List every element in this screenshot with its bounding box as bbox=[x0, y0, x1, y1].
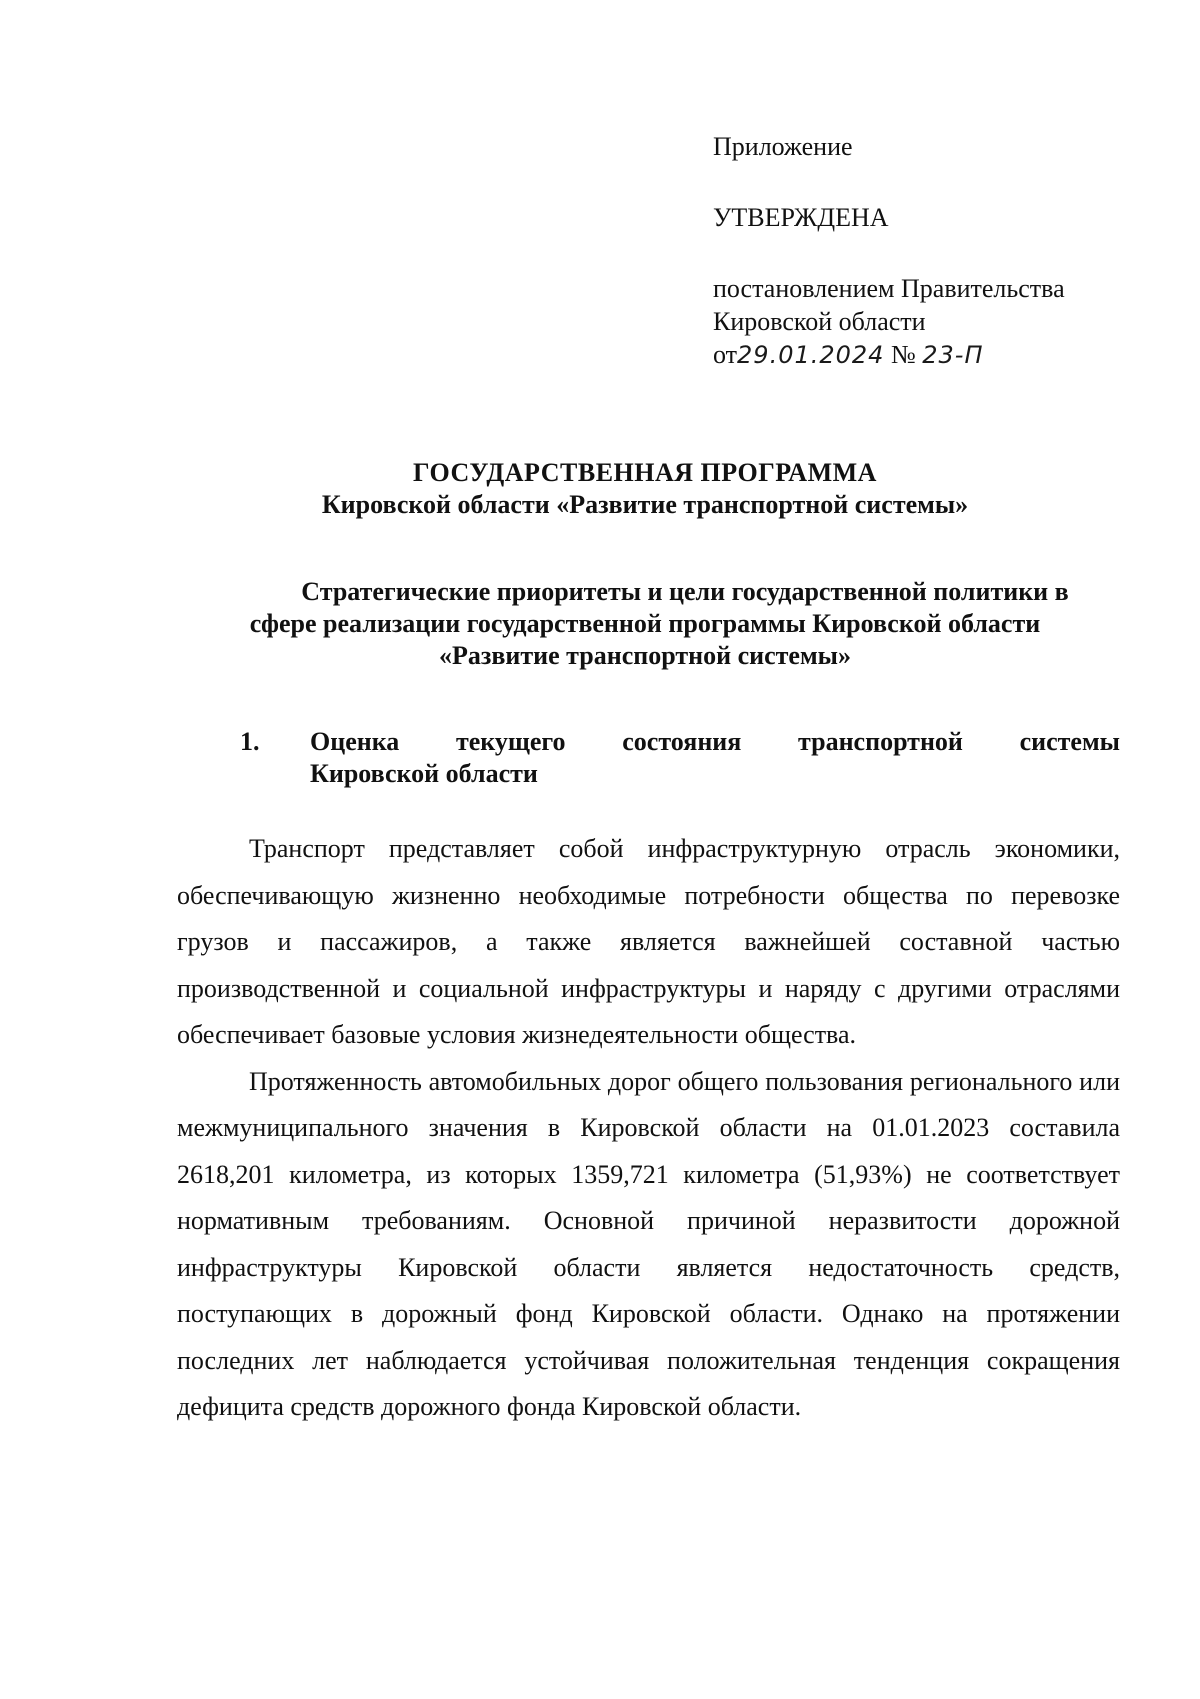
decree-line-2: Кировской области bbox=[713, 307, 926, 336]
section-heading-word: состояния bbox=[622, 727, 742, 756]
section-heading-word: текущего bbox=[455, 727, 566, 756]
strategy-heading-line-2: сфере реализации государственной программы Кировской области bbox=[249, 609, 1041, 638]
program-title-line-1: ГОСУДАРСТВЕННАЯ ПРОГРАММА bbox=[413, 458, 877, 487]
section-heading-word: системы bbox=[1019, 727, 1120, 756]
section-number: 1. bbox=[240, 727, 260, 756]
decree-line-1: постановлением Правительства bbox=[713, 274, 1065, 303]
number-sign: № bbox=[890, 340, 916, 369]
appendix-label: Приложение bbox=[713, 132, 853, 161]
from-prefix: от bbox=[713, 340, 738, 369]
handwritten-date: 29.01.2024 bbox=[737, 341, 885, 369]
decree-date-number-line bbox=[713, 338, 1133, 372]
section-1-heading bbox=[240, 726, 1120, 790]
approval-block bbox=[713, 130, 1133, 372]
body-text bbox=[177, 826, 1120, 1431]
approved-label: УТВЕРЖДЕНА bbox=[713, 203, 889, 232]
section-heading-word: Оценка bbox=[310, 727, 400, 756]
strategy-heading-line-1: Стратегические приоритеты и цели государственной политики в bbox=[301, 577, 1069, 606]
handwritten-number: 23-П bbox=[922, 341, 984, 369]
section-heading-row-1 bbox=[310, 726, 1120, 758]
paragraph: Протяженность автомобильных дорог общего пользования регионального или межмуниципального значения в Кировской области на 01.01.2023 составила 2618,201 километра, из которых 1359,721 километра (51,93%) не соответствует нормативным требованиям. Основной причиной неразвитости дорожной инфраструктуры Кировской области является недостаточность средств, поступающих в дорожный фонд Кировской области. Однако на протяжении последних лет наблюдается устойчивая положительная тенденция сокращения дефицита средств дорожного фонда Кировской области. bbox=[177, 1066, 1120, 1421]
program-title bbox=[170, 457, 1120, 521]
program-title-line-2: Кировской области «Развитие транспортной системы» bbox=[321, 490, 969, 519]
paragraph: Транспорт представляет собой инфраструктурную отрасль экономики, обеспечивающую жизненно необходимые потребности общества по перевозке грузов и пассажиров, а также является важнейшей составной частью производственной и социальной инфраструктуры и наряду с другими отраслями обеспечивает базовые условия жизнедеятельности общества. bbox=[177, 834, 1120, 1049]
section-heading-row-2: Кировской области bbox=[310, 759, 538, 788]
section-heading-word: транспортной bbox=[798, 727, 963, 756]
strategy-heading bbox=[170, 576, 1120, 672]
strategy-heading-line-3: «Развитие транспортной системы» bbox=[439, 641, 851, 670]
